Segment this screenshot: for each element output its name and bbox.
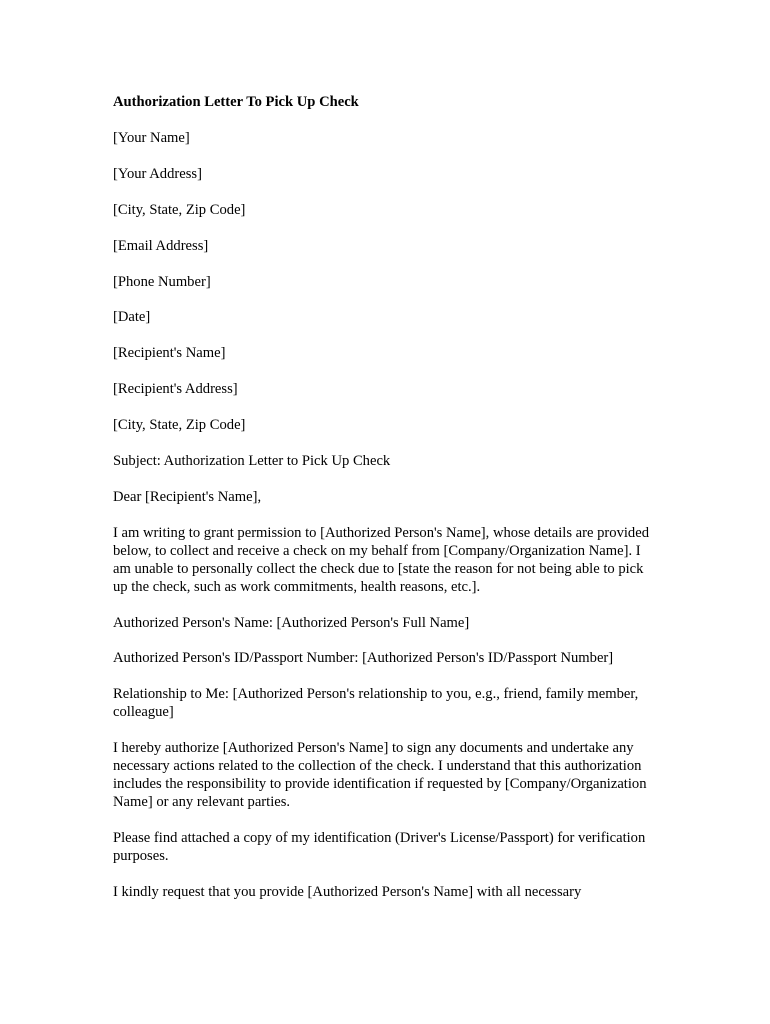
sender-address: [Your Address]: [113, 165, 202, 182]
letter-page: [113, 94, 661, 919]
body-paragraph-intro: I am writing to grant permission to [Authorized Person's Name], whose details are provided below, to collect and receive a check on my behalf from [Company/Organization Name]. I am unable to personally collect the check due to [state the reason for not being able to pick up the check, such as work commitments, health reasons, etc.].: [113, 524, 649, 595]
salutation: Dear [Recipient's Name],: [113, 488, 262, 505]
authorized-person-id-line: Authorized Person's ID/Passport Number: [Authorized Person's ID/Passport Number]: [113, 650, 614, 667]
body-paragraph-request: I kindly request that you provide [Authorized Person's Name] with all necessary: [113, 883, 582, 900]
subject-line: Subject: Authorization Letter to Pick Up Check: [113, 453, 391, 470]
sender-city-state-zip: [City, State, Zip Code]: [113, 201, 246, 218]
body-paragraph-attachment: Please find attached a copy of my identification (Driver's License/Passport) for verification purposes.: [113, 829, 646, 864]
letter-date: [Date]: [113, 309, 151, 326]
recipient-city-state-zip: [City, State, Zip Code]: [113, 417, 246, 434]
recipient-address: [Recipient's Address]: [113, 381, 238, 398]
authorized-person-name-line: Authorized Person's Name: [Authorized Person's Full Name]: [113, 614, 470, 631]
document-title: Authorization Letter To Pick Up Check: [113, 94, 359, 110]
sender-phone: [Phone Number]: [113, 273, 211, 290]
recipient-name: [Recipient's Name]: [113, 345, 226, 362]
body-paragraph-authorization: I hereby authorize [Authorized Person's Name] to sign any documents and undertake any necessary actions related to the collection of the check. I understand that this authorization includes the responsibility to provide identification if requested by [Company/Organization Name] or any relevant parties.: [113, 740, 647, 810]
sender-name: [Your Name]: [113, 129, 190, 146]
relationship-line: Relationship to Me: [Authorized Person's relationship to you, e.g., friend, family member, colleague]: [113, 686, 639, 721]
sender-email: [Email Address]: [113, 237, 209, 254]
